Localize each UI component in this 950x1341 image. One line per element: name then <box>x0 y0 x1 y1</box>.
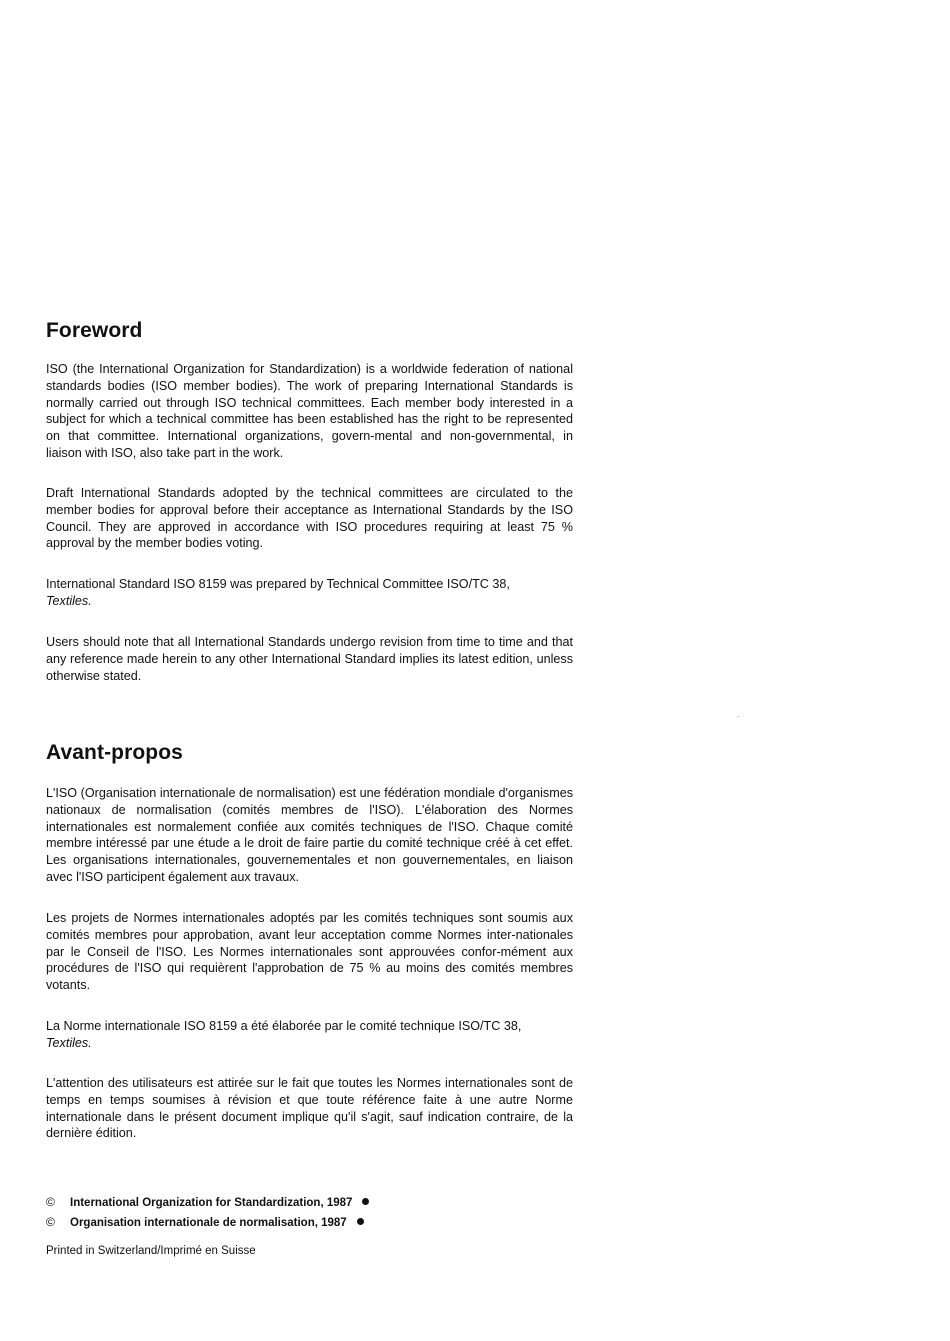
scan-speck <box>737 716 739 717</box>
avant-propos-paragraph-2: Les projets de Normes internationales adoptés par les comités techniques sont soumis aux comités membres pour approbation, avant leur acceptation comme Normes inter-nationales par le Conseil de l'ISO. Les Normes internationales sont approuvées confor-mément aux procédures de l'ISO qui requièrent l'approbation de 75 % au moins des comités membres votants. <box>46 911 573 993</box>
foreword-paragraph-3 <box>46 576 573 610</box>
foreword-paragraph-4: Users should note that all International Standards undergo revision from time to time and that any reference made herein to any other International Standard implies its latest edition, unless otherwise stated. <box>46 635 573 683</box>
foreword-committee-title: Textiles. <box>46 593 92 608</box>
bullet-dot-icon <box>357 1218 364 1225</box>
copyright-symbol-icon: © <box>46 1215 55 1229</box>
printed-in-note: Printed in Switzerland/Imprimé en Suisse <box>46 1245 256 1257</box>
foreword-paragraph-1: ISO (the International Organization for Standardization) is a worldwide federation of national standards bodies (ISO member bodies). The work of preparing International Standards is normally carried out through ISO technical committees. Each member body interested in a subject for which a technical committee has been established has the right to be represented on that committee. International organizations, govern-mental and non-governmental, in liaison with ISO, also take part in the work. <box>46 362 573 460</box>
avant-propos-paragraph-1: L'ISO (Organisation internationale de normalisation) est une fédération mondiale d'organismes nationaux de normalisation (comités membres de l'ISO). L'élaboration des Normes internationales est normalement confiée aux comités techniques de l'ISO. Chaque comité membre intéressé par une étude a le droit de faire partie du comité technique créé à cet effet. Les organisations internationales, gouvernementales et non gouvernementales, en liaison avec l'ISO participent également aux travaux. <box>46 786 573 884</box>
copyright-text-english: International Organization for Standardization, 1987 <box>70 1197 353 1209</box>
copyright-symbol-icon: © <box>46 1195 55 1209</box>
avant-propos-paragraph-3 <box>46 1018 573 1052</box>
copyright-text-french: Organisation internationale de normalisation, 1987 <box>70 1217 347 1229</box>
copyright-line-english <box>46 1195 369 1209</box>
foreword-heading: Foreword <box>46 319 143 342</box>
avant-propos-paragraph-3-text: La Norme internationale ISO 8159 a été élaborée par le comité technique ISO/TC 38, <box>46 1019 522 1033</box>
avant-propos-paragraph-4: L'attention des utilisateurs est attirée sur le fait que toutes les Normes internationales sont de temps en temps soumises à révision et que toute référence faite à une autre Norme internationale dans le présent document implique qu'il s'agit, sauf indication contraire, de la dernière édition. <box>46 1076 573 1141</box>
avant-propos-committee-title: Textiles. <box>46 1035 92 1050</box>
foreword-paragraph-2: Draft International Standards adopted by the technical committees are circulated to the member bodies for approval before their acceptance as International Standards by the ISO Council. They are approved in accordance with ISO procedures requiring at least 75 % approval by the member bodies voting. <box>46 486 573 551</box>
bullet-dot-icon <box>362 1198 369 1205</box>
foreword-paragraph-3-text: International Standard ISO 8159 was prepared by Technical Committee ISO/TC 38, <box>46 577 510 591</box>
avant-propos-heading: Avant-propos <box>46 741 183 764</box>
copyright-line-french <box>46 1215 364 1229</box>
